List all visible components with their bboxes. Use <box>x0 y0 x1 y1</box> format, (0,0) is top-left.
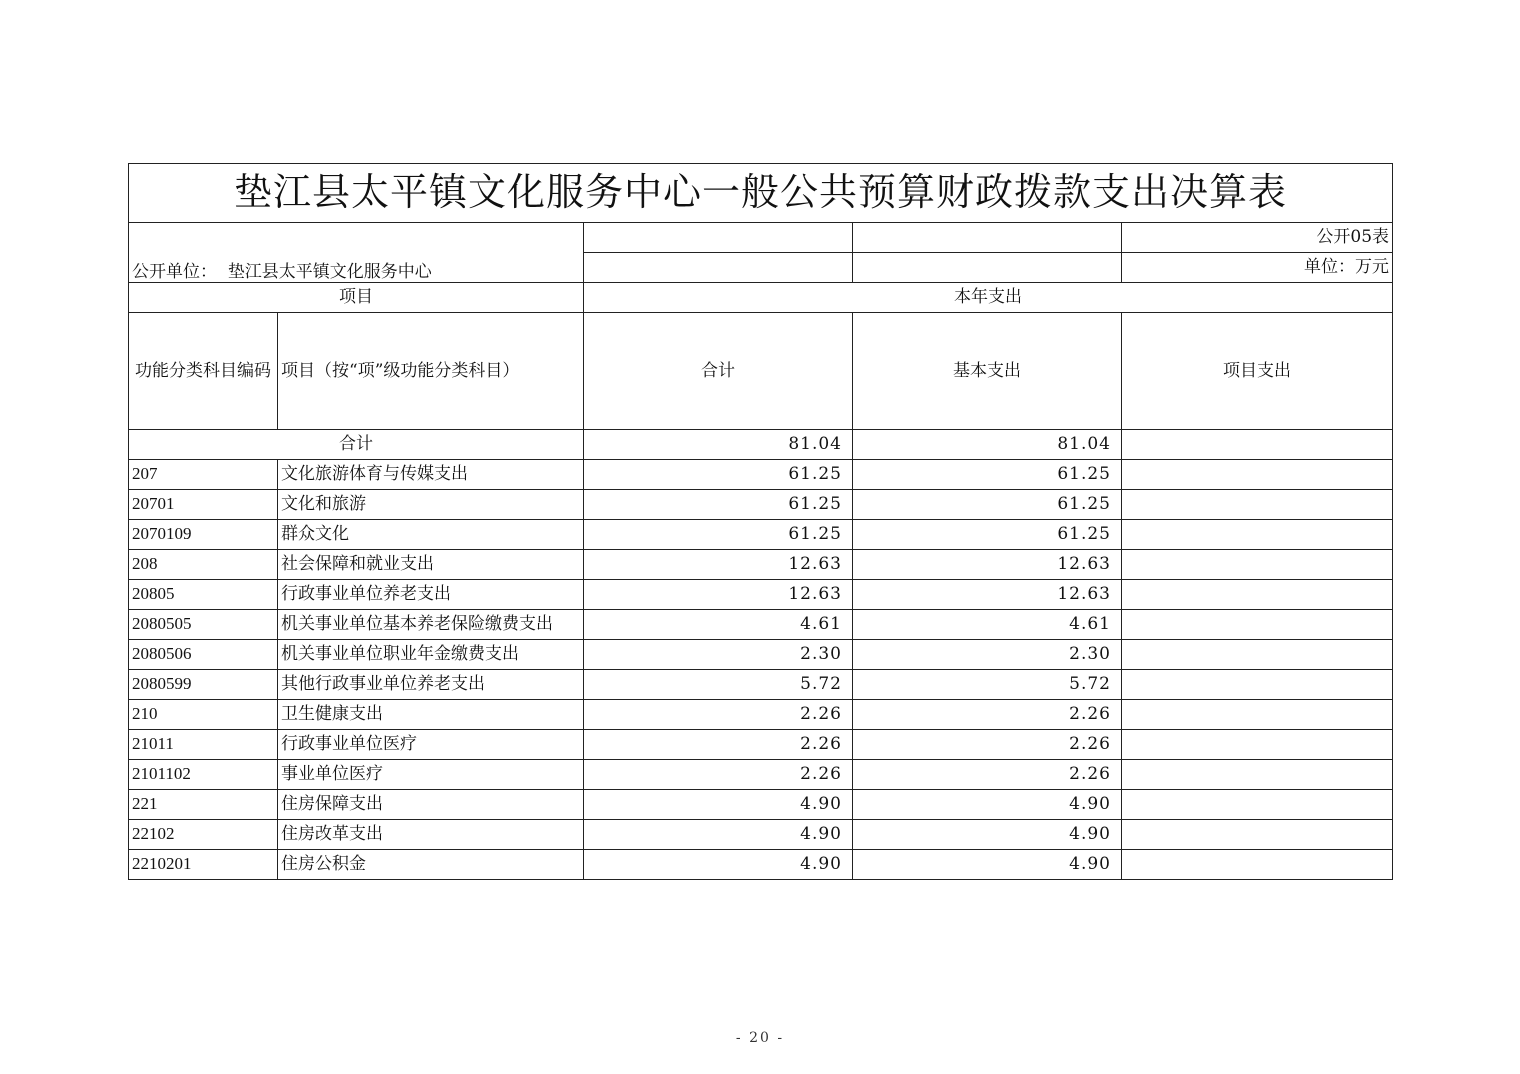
budget-expenditure-table <box>128 163 1393 880</box>
row-project <box>1122 850 1393 880</box>
row-code: 2080599 <box>129 670 278 700</box>
total-row-project <box>1122 430 1393 460</box>
table-row <box>129 760 1393 790</box>
row-total: 61.25 <box>584 520 853 550</box>
row-name: 其他行政事业单位养老支出 <box>278 670 584 700</box>
row-project <box>1122 520 1393 550</box>
row-name: 住房公积金 <box>278 850 584 880</box>
row-project <box>1122 640 1393 670</box>
table-row <box>129 520 1393 550</box>
row-basic: 5.72 <box>853 670 1122 700</box>
header-current-year: 本年支出 <box>584 283 1393 313</box>
blank-cell <box>584 253 853 283</box>
header-basic: 基本支出 <box>853 313 1122 430</box>
row-basic: 12.63 <box>853 550 1122 580</box>
row-project <box>1122 730 1393 760</box>
row-name: 文化旅游体育与传媒支出 <box>278 460 584 490</box>
row-basic: 2.26 <box>853 730 1122 760</box>
unit-label: 单位：万元 <box>1122 253 1393 283</box>
row-code: 221 <box>129 790 278 820</box>
row-total: 4.90 <box>584 790 853 820</box>
row-project <box>1122 580 1393 610</box>
table-row <box>129 850 1393 880</box>
row-name: 机关事业单位职业年金缴费支出 <box>278 640 584 670</box>
row-code: 20805 <box>129 580 278 610</box>
row-basic: 2.26 <box>853 700 1122 730</box>
blank-cell <box>853 223 1122 253</box>
row-basic: 2.26 <box>853 760 1122 790</box>
row-code: 208 <box>129 550 278 580</box>
row-code: 210 <box>129 700 278 730</box>
row-basic: 61.25 <box>853 520 1122 550</box>
header-item: 项目 <box>129 283 584 313</box>
table-row <box>129 670 1393 700</box>
row-code: 2080506 <box>129 640 278 670</box>
table-row <box>129 640 1393 670</box>
table-row <box>129 730 1393 760</box>
table-row <box>129 790 1393 820</box>
row-code: 2210201 <box>129 850 278 880</box>
header-code: 功能分类科目编码 <box>129 313 278 430</box>
row-total: 12.63 <box>584 580 853 610</box>
table-row <box>129 580 1393 610</box>
row-basic: 61.25 <box>853 460 1122 490</box>
org-label: 公开单位： <box>132 262 217 283</box>
row-project <box>1122 700 1393 730</box>
row-total: 12.63 <box>584 550 853 580</box>
row-basic: 4.90 <box>853 790 1122 820</box>
total-row-total: 81.04 <box>584 430 853 460</box>
row-name: 住房保障支出 <box>278 790 584 820</box>
row-code: 21011 <box>129 730 278 760</box>
blank-cell <box>853 253 1122 283</box>
table-row <box>129 490 1393 520</box>
row-code: 2101102 <box>129 760 278 790</box>
row-name: 事业单位医疗 <box>278 760 584 790</box>
row-project <box>1122 460 1393 490</box>
row-total: 2.26 <box>584 730 853 760</box>
row-total: 61.25 <box>584 460 853 490</box>
row-basic: 2.30 <box>853 640 1122 670</box>
page-number: - 20 - <box>735 1030 785 1046</box>
row-project <box>1122 490 1393 520</box>
header-project: 项目支出 <box>1122 313 1393 430</box>
row-name: 机关事业单位基本养老保险缴费支出 <box>278 610 584 640</box>
org-name: 垫江县太平镇文化服务中心 <box>227 262 432 283</box>
row-code: 22102 <box>129 820 278 850</box>
row-total: 5.72 <box>584 670 853 700</box>
total-row-basic: 81.04 <box>853 430 1122 460</box>
row-project <box>1122 550 1393 580</box>
row-total: 4.90 <box>584 850 853 880</box>
row-name: 行政事业单位养老支出 <box>278 580 584 610</box>
table-row <box>129 460 1393 490</box>
row-project <box>1122 790 1393 820</box>
blank-cell <box>584 223 853 253</box>
row-project <box>1122 760 1393 790</box>
table-title: 垫江县太平镇文化服务中心一般公共预算财政拨款支出决算表 <box>129 164 1393 223</box>
row-basic: 4.90 <box>853 820 1122 850</box>
row-project <box>1122 610 1393 640</box>
org-cell <box>129 223 584 283</box>
row-name: 社会保障和就业支出 <box>278 550 584 580</box>
table-number: 公开05表 <box>1122 223 1393 253</box>
row-name: 群众文化 <box>278 520 584 550</box>
row-code: 2070109 <box>129 520 278 550</box>
row-basic: 4.61 <box>853 610 1122 640</box>
table-row <box>129 550 1393 580</box>
row-total: 4.61 <box>584 610 853 640</box>
row-total: 2.30 <box>584 640 853 670</box>
header-item-name: 项目（按“项”级功能分类科目） <box>278 313 584 430</box>
row-total: 2.26 <box>584 760 853 790</box>
table-row <box>129 820 1393 850</box>
row-code: 20701 <box>129 490 278 520</box>
row-total: 61.25 <box>584 490 853 520</box>
row-total: 4.90 <box>584 820 853 850</box>
row-code: 2080505 <box>129 610 278 640</box>
row-basic: 61.25 <box>853 490 1122 520</box>
table-row <box>129 700 1393 730</box>
row-name: 文化和旅游 <box>278 490 584 520</box>
total-row-label: 合计 <box>129 430 584 460</box>
row-code: 207 <box>129 460 278 490</box>
row-name: 卫生健康支出 <box>278 700 584 730</box>
row-total: 2.26 <box>584 700 853 730</box>
row-basic: 12.63 <box>853 580 1122 610</box>
header-total: 合计 <box>584 313 853 430</box>
row-basic: 4.90 <box>853 850 1122 880</box>
row-name: 行政事业单位医疗 <box>278 730 584 760</box>
row-project <box>1122 670 1393 700</box>
row-name: 住房改革支出 <box>278 820 584 850</box>
row-project <box>1122 820 1393 850</box>
table-row <box>129 610 1393 640</box>
